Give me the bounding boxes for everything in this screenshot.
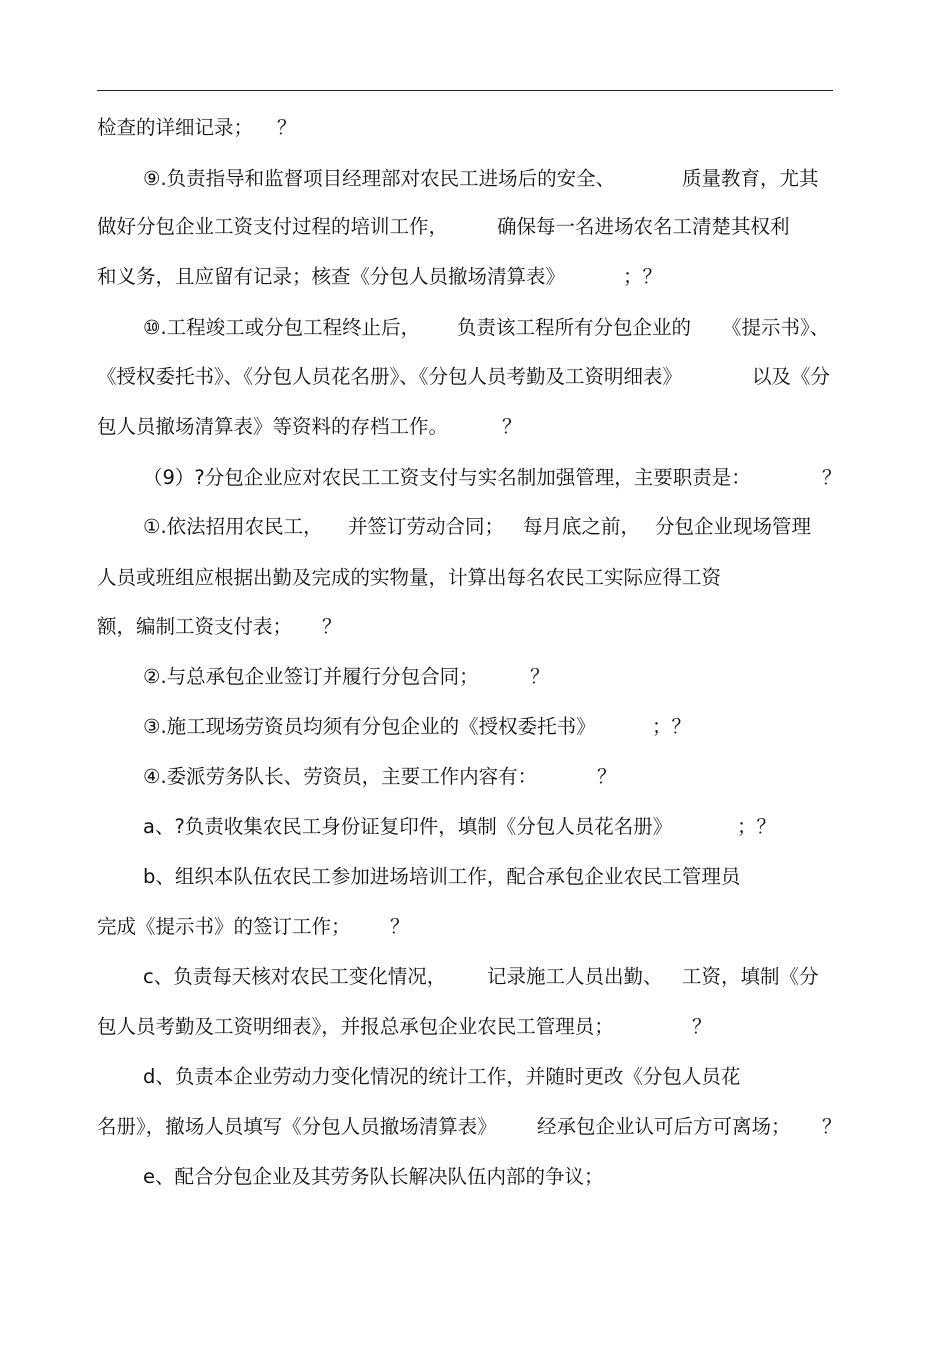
text-line — [0, 461, 950, 495]
text-segment: b、组织本队伍农民工参加进场培训工作，配合承包企业农民工管理员 — [143, 865, 741, 888]
text-segment: ；？ — [623, 265, 663, 288]
text-segment: ④.委派劳务队长、劳资员，主要工作内容有： — [143, 765, 538, 788]
text-segment: 以及《分 — [752, 365, 831, 388]
text-segment: 《提示书》、 — [722, 316, 830, 339]
text-line — [0, 1010, 950, 1044]
text-segment: c、负责每天核对农民工变化情况， — [143, 965, 447, 988]
text-line — [0, 860, 950, 894]
text-line — [0, 561, 950, 595]
text-segment: ？ — [322, 615, 342, 638]
text-segment: d、负责本企业劳动力变化情况的统计工作，并随时更改《分包人员花 — [143, 1065, 741, 1088]
text-segment: （9）?分包企业应对农民工工资支付与实名制加强管理，主要职责是： — [143, 466, 751, 489]
text-segment: 经承包企业认可后方可离场； — [537, 1115, 791, 1138]
text-line — [0, 162, 950, 196]
text-line — [0, 360, 950, 394]
text-line — [0, 210, 950, 244]
text-segment: ①.依法招用农民工， — [143, 515, 323, 538]
text-segment: ⑨.负责指导和监督项目经理部对农民工进场后的安全、 — [143, 167, 616, 190]
text-line — [0, 1060, 950, 1094]
text-line — [0, 710, 950, 744]
text-line — [0, 910, 950, 944]
text-segment: 和义务，且应留有记录；核查《分包人员撤场清算表》 — [97, 265, 566, 288]
text-line — [0, 660, 950, 694]
text-segment: 做好分包企业工资支付过程的培训工作， — [97, 215, 449, 238]
text-segment: 额，编制工资支付表； — [97, 615, 293, 638]
text-line — [0, 311, 950, 345]
text-line — [0, 111, 950, 145]
text-segment: ？ — [502, 415, 522, 438]
text-segment: 包人员撤场清算表》等资料的存档工作。 — [97, 415, 449, 438]
text-segment: 质量教育，尤其 — [682, 167, 819, 190]
text-segment: a、?负责收集农民工身份证复印件，填制《分包人员花名册》 — [143, 815, 673, 838]
text-segment: ③.施工现场劳资员均须有分包企业的《授权委托书》 — [143, 715, 596, 738]
text-segment: 人员或班组应根据出勤及完成的实物量，计算出每名农民工实际应得工资 — [97, 566, 722, 589]
header-rule — [97, 90, 833, 91]
text-segment: ？ — [692, 1015, 712, 1038]
text-line — [0, 410, 950, 444]
text-line — [0, 510, 950, 544]
text-segment: e、配合分包企业及其劳务队长解决队伍内部的争议； — [143, 1165, 604, 1188]
text-segment: 负责该工程所有分包企业的 — [457, 316, 692, 339]
text-segment: ；？ — [652, 715, 692, 738]
text-segment: 《授权委托书》、《分包人员花名册》、《分包人员考勤及工资明细表》 — [97, 365, 683, 388]
text-line — [0, 610, 950, 644]
text-segment: 分包企业现场管理 — [655, 515, 812, 538]
text-segment: 每月底之前， — [523, 515, 641, 538]
text-segment: 工资，填制《分 — [682, 965, 819, 988]
text-segment: 并签订劳动合同； — [348, 515, 505, 538]
text-segment: 确保每一名进场农名工清楚其权利 — [497, 215, 790, 238]
text-segment: ？ — [597, 765, 617, 788]
text-line — [0, 960, 950, 994]
text-line — [0, 1110, 950, 1144]
text-segment: 名册》，撤场人员填写《分包人员撤场清算表》 — [97, 1115, 497, 1138]
text-segment: 包人员考勤及工资明细表》，并报总承包企业农民工管理员； — [97, 1015, 614, 1038]
text-segment: ②.与总承包企业签订并履行分包合同； — [143, 665, 479, 688]
text-line — [0, 760, 950, 794]
text-segment: ？ — [530, 665, 550, 688]
text-segment: ⑩.工程竣工或分包工程终止后， — [143, 316, 421, 339]
text-segment: 记录施工人员出勤、 — [487, 965, 663, 988]
text-segment: ；？ — [737, 815, 777, 838]
text-segment: 完成《提示书》的签订工作； — [97, 915, 351, 938]
text-segment: ？ — [390, 915, 410, 938]
text-line — [0, 260, 950, 294]
text-line — [0, 1160, 950, 1194]
text-segment: ？ — [822, 466, 842, 489]
text-line — [0, 810, 950, 844]
text-segment: ？ — [277, 116, 297, 139]
text-segment: 检查的详细记录； — [97, 116, 254, 139]
text-segment: ？ — [822, 1115, 842, 1138]
